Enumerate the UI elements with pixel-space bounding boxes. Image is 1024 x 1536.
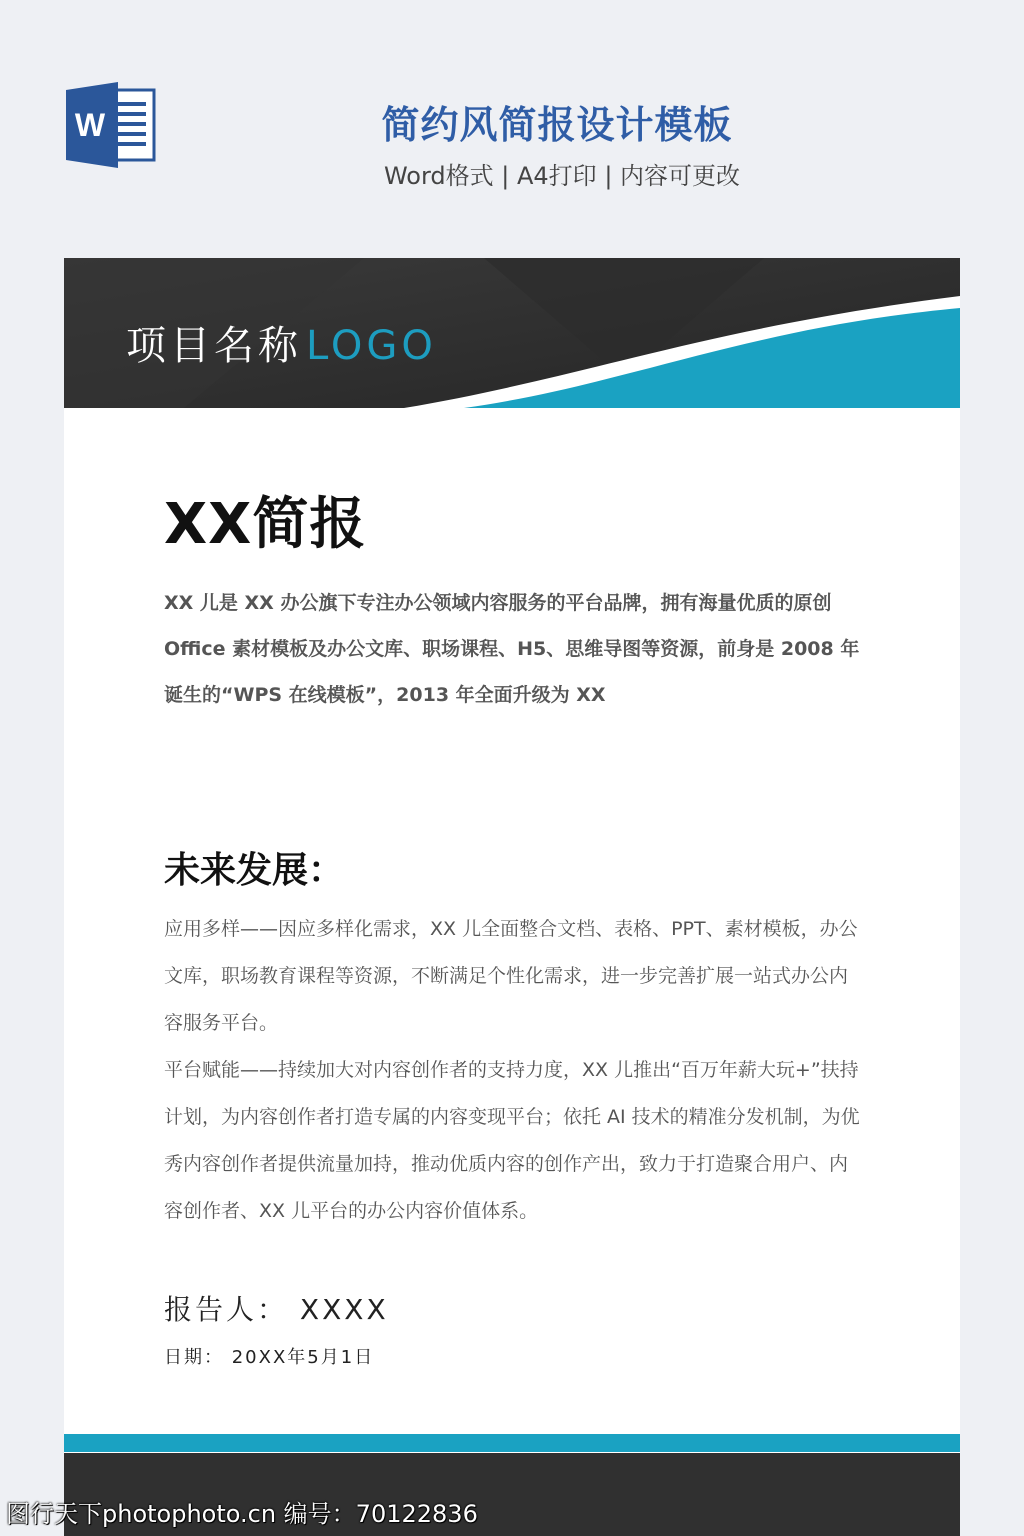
template-title: 简约风简报设计模板 [381, 103, 733, 147]
body-text [164, 906, 864, 1235]
section-title: 未来发展： [164, 850, 345, 891]
reporter-line: 报告人： XXXX [164, 1293, 389, 1326]
project-name-label [126, 314, 437, 371]
body-paragraph: 平台赋能——持续加大对内容创作者的支持力度，XX 儿推出“百万年薪大玩+”扶持计划，为内容创作者打造专属的内容变现平台；依托 AI 技术的精准分发机制，为优秀内容创作者提供流量加持，推动优质内容的创作产出，致力于打造聚合用户、内容创作者、XX 儿平台的办公内容价值体系。 [164, 1059, 860, 1222]
watermark: 图行天下photophoto.cn 编号：70122836 [6, 1500, 478, 1528]
project-name: 项目名称 [126, 323, 302, 369]
intro-paragraph: XX 儿是 XX 办公旗下专注办公领域内容服务的平台品牌，拥有海量优质的原创 Office 素材模板及办公文库、职场课程、H5、思维导图等资源，前身是 2008 年诞生的“WPS 在线模板”，2013 年全面升级为 XX [164, 592, 860, 706]
template-subtitle: Word格式 | A4打印 | 内容可更改 [383, 162, 741, 190]
document-page [64, 258, 960, 1536]
footer-accent-bar [64, 1434, 960, 1452]
word-icon-letter: W [74, 107, 106, 143]
date-line: 日期： 20XX年5月1日 [164, 1347, 375, 1368]
header-banner [64, 258, 960, 408]
logo-text: LOGO [306, 323, 437, 369]
document-title: XX简报 [164, 492, 367, 557]
body-paragraph: 应用多样——因应多样化需求，XX 儿全面整合文档、表格、PPT、素材模板，办公文库，职场教育课程等资源，不断满足个性化需求，进一步完善扩展一站式办公内容服务平台。 [164, 918, 858, 1034]
